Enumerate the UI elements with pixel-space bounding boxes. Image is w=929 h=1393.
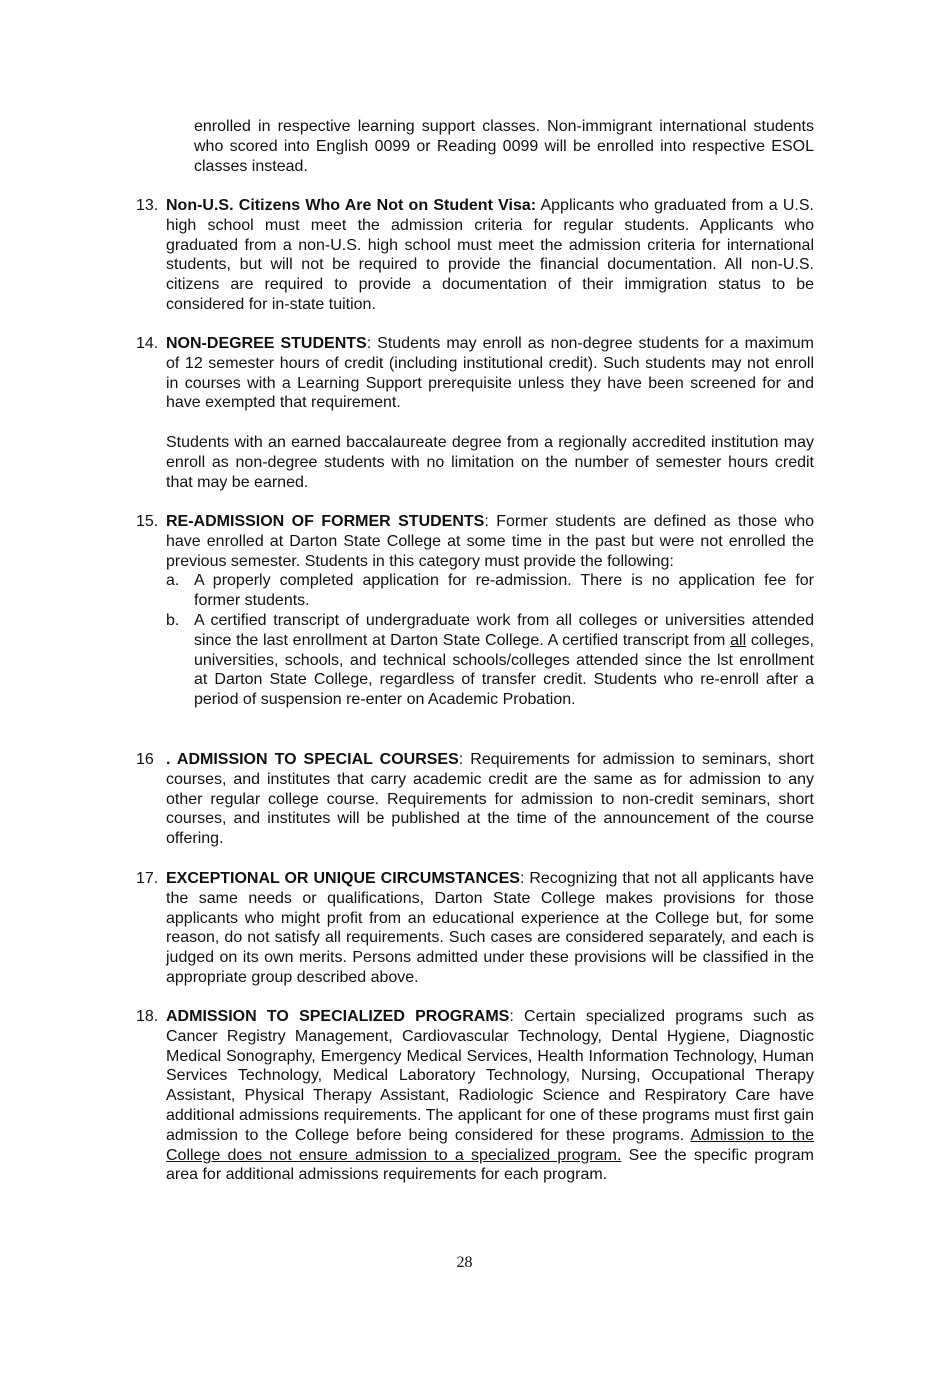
item-heading: NON-DEGREE STUDENTS [166, 335, 367, 352]
item-heading: EXCEPTIONAL OR UNIQUE CIRCUMSTANCES [166, 870, 520, 887]
list-item-17 [136, 869, 814, 988]
sub-item-letter: a. [166, 572, 180, 590]
item-number: 18. [136, 1008, 159, 1025]
item-text: : Certain specialized programs such as Cancer Registry Management, Cardiovascular Technology, Dental Hygiene, Diagnostic Medical Sonography, Emergency Medical Services, Health Information Technology, Human Services Technology, Medical Laboratory Technology, Nursing, Occupational Therapy Assistant, Physical Therapy Assistant, Radiologic Science and Respiratory Care have additional admissions requirements. The applicant for one of these programs must first gain admission to the College before being considered for these programs. [166, 1008, 814, 1144]
item-number: 16 [136, 751, 154, 768]
item-body [166, 196, 814, 315]
item-heading: RE-ADMISSION OF FORMER STUDENTS [166, 513, 485, 530]
item-paragraph-2: Students with an earned baccalaureate degree from a regionally accredited institution may enroll as non-degree students with no limitation on the number of semester hours credit that may be earned. [166, 433, 814, 491]
underlined-text: Admission to the College does not ensure admission to a specialized program. [166, 1126, 814, 1164]
sub-item-a [166, 571, 814, 611]
item-body [166, 869, 814, 988]
item-heading: ADMISSION TO SPECIALIZED PROGRAMS [166, 1008, 510, 1025]
sub-item-text-part: A certified transcript of undergraduate work from all colleges or universities attended since the last enrollment at Darton State College. A certified transcript from [194, 611, 814, 649]
item-text: : Recognizing that not all applicants have the same needs or qualifications, Darton State College makes provisions for those applicants who might profit from an educational experience at the College but, for some reason, do not satisfy all requirements. Such cases are considered separately, and each is judged on its own merits. Persons admitted under these provisions will be classified in the appropriate group described above. [166, 870, 814, 986]
item-number: 17. [136, 870, 159, 887]
item-body [166, 750, 814, 849]
item-text: See the specific program area for additional admissions requirements for each program. [166, 1146, 815, 1184]
list-item-14 [136, 334, 814, 492]
item-heading: . ADMISSION TO SPECIAL COURSES [166, 751, 459, 768]
sub-item-b [166, 611, 814, 710]
sub-item-text-part: colleges, universities, schools, and technical schools/colleges attended since the lst enrollment at Darton State College, regardless of transfer credit. Students who re-enroll after a period of suspension re-enter on Academic Probation. [194, 631, 815, 709]
list-item-13 [136, 196, 814, 315]
continuation-paragraph: enrolled in respective learning support classes. Non-immigrant international students who scored into English 0099 or Reading 0099 will be enrolled into respective ESOL classes instead. [194, 118, 814, 175]
item-body [166, 512, 814, 571]
item-text: Applicants who graduated from a U.S. high school must meet the admission criteria for regular students. Applicants who graduated from a non-U.S. high school must meet the admission criteria for international students, but will not be required to provide the financial documentation. All non-U.S. citizens are required to provide a documentation of their immigration status to be considered for in-state tuition. [166, 197, 814, 313]
item-number: 14. [136, 335, 159, 352]
sub-item-text: A properly completed application for re-admission. There is no application fee for former students. [194, 572, 814, 610]
item-text: : Students may enroll as non-degree students for a maximum of 12 semester hours of credit (including institutional credit). Such students may not enroll in courses with a Learning Support prerequisite unless they have been screened for and have exempted that requirement. [166, 335, 814, 412]
item-text: : Former students are defined as those who have enrolled at Darton State College at some time in the past but were not enrolled the previous semester. Students in this category must provide the following: [166, 513, 815, 570]
item-body [166, 334, 814, 413]
page-number: 28 [456, 1254, 473, 1271]
list-item-15 [136, 512, 814, 710]
item-text: : Requirements for admission to seminars, short courses, and institutes that carry academic credit are the same as for admission to any other regular college course. Requirements for admission to non-credit seminars, short courses, and institutes will be published at the time of the announcement of the course offering. [166, 751, 815, 848]
sub-item-letter: b. [166, 611, 180, 629]
item-number: 13. [136, 197, 159, 214]
list-item-18 [136, 1007, 814, 1185]
underlined-word: all [730, 631, 747, 649]
item-heading: Non-U.S. Citizens Who Are Not on Student Visa: [166, 197, 537, 214]
sub-item-text [194, 611, 814, 710]
item-number: 15. [136, 513, 159, 530]
list-item-16 [136, 750, 814, 849]
item-body [166, 1007, 814, 1185]
